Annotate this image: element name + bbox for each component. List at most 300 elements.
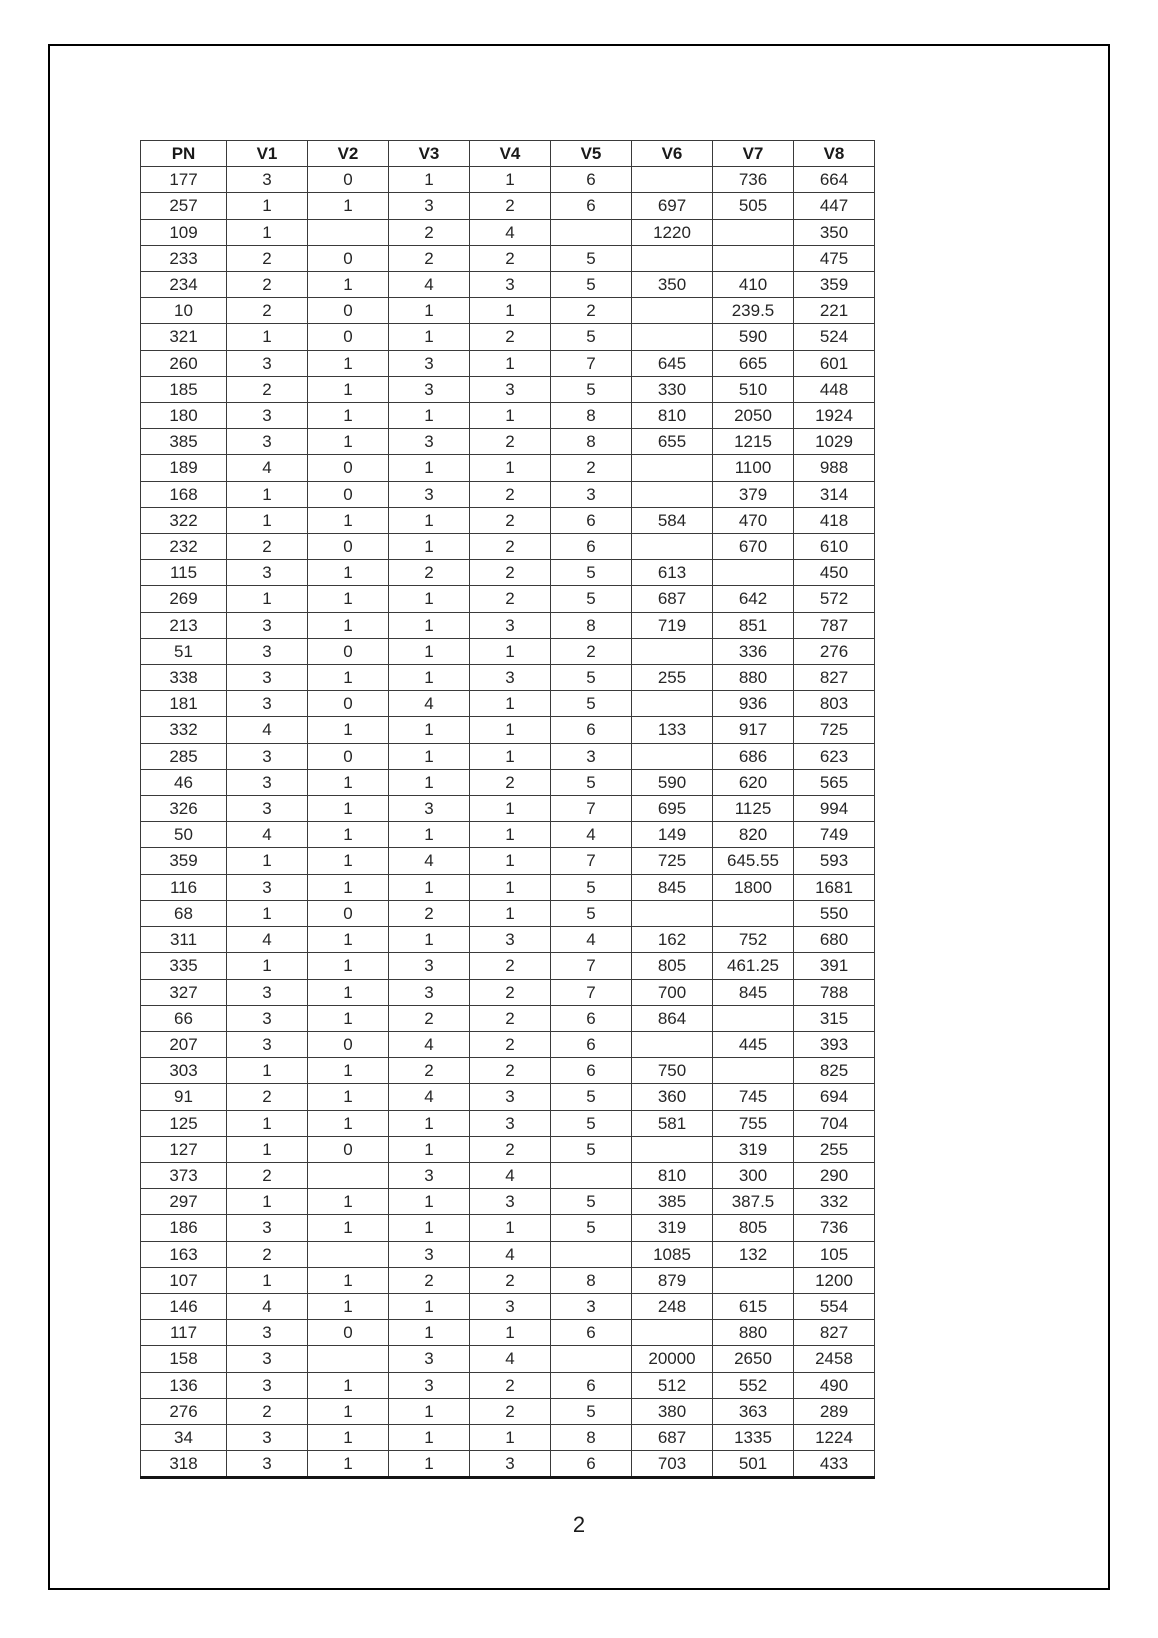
cell-v3: 1 (389, 403, 470, 429)
table-row (141, 848, 875, 874)
cell-v2: 0 (308, 1031, 389, 1057)
cell-pn: 117 (141, 1320, 227, 1346)
table-row (141, 1267, 875, 1293)
cell-v1: 4 (227, 455, 308, 481)
cell-v8: 105 (794, 1241, 875, 1267)
cell-v5: 5 (551, 586, 632, 612)
cell-pn: 109 (141, 219, 227, 245)
cell-v2: 1 (308, 507, 389, 533)
column-header-pn: PN (141, 141, 227, 167)
cell-v6: 380 (632, 1398, 713, 1424)
cell-v7 (713, 245, 794, 271)
cell-v4: 1 (470, 900, 551, 926)
cell-v4: 1 (470, 1215, 551, 1241)
cell-v2 (308, 1162, 389, 1188)
cell-v1: 1 (227, 848, 308, 874)
cell-v7: 336 (713, 638, 794, 664)
cell-v2: 1 (308, 1110, 389, 1136)
cell-v8: 315 (794, 1005, 875, 1031)
table-row (141, 612, 875, 638)
cell-v8: 276 (794, 638, 875, 664)
cell-v4: 2 (470, 1005, 551, 1031)
cell-v1: 2 (227, 272, 308, 298)
table-row (141, 1241, 875, 1267)
cell-v8: 988 (794, 455, 875, 481)
cell-v6 (632, 1136, 713, 1162)
cell-v2: 1 (308, 1005, 389, 1031)
cell-v1: 2 (227, 1084, 308, 1110)
cell-v6: 687 (632, 586, 713, 612)
cell-pn: 269 (141, 586, 227, 612)
cell-v7 (713, 900, 794, 926)
cell-v8: 694 (794, 1084, 875, 1110)
cell-v5: 5 (551, 272, 632, 298)
cell-v3: 2 (389, 219, 470, 245)
table-row (141, 167, 875, 193)
cell-v1: 3 (227, 350, 308, 376)
cell-v1: 1 (227, 586, 308, 612)
cell-v4: 1 (470, 638, 551, 664)
cell-v1: 2 (227, 1398, 308, 1424)
cell-v3: 3 (389, 953, 470, 979)
cell-pn: 180 (141, 403, 227, 429)
cell-v4: 2 (470, 481, 551, 507)
column-header-v8: V8 (794, 141, 875, 167)
page-number: 2 (572, 1512, 586, 1537)
cell-v1: 1 (227, 481, 308, 507)
column-header-v1: V1 (227, 141, 308, 167)
cell-v3: 1 (389, 717, 470, 743)
cell-v7: 410 (713, 272, 794, 298)
cell-v5: 4 (551, 822, 632, 848)
cell-v3: 2 (389, 1005, 470, 1031)
cell-v1: 4 (227, 927, 308, 953)
cell-v8: 1200 (794, 1267, 875, 1293)
cell-v7: 615 (713, 1293, 794, 1319)
cell-v7: 461.25 (713, 953, 794, 979)
cell-v8: 601 (794, 350, 875, 376)
cell-v1: 3 (227, 1215, 308, 1241)
column-header-v6: V6 (632, 141, 713, 167)
cell-v4: 1 (470, 455, 551, 481)
cell-pn: 68 (141, 900, 227, 926)
cell-v5: 5 (551, 874, 632, 900)
cell-v3: 1 (389, 927, 470, 953)
table-row (141, 1136, 875, 1162)
cell-v2: 0 (308, 481, 389, 507)
cell-v7: 445 (713, 1031, 794, 1057)
cell-v5: 5 (551, 245, 632, 271)
cell-v7: 820 (713, 822, 794, 848)
cell-v1: 3 (227, 403, 308, 429)
cell-pn: 234 (141, 272, 227, 298)
table-row (141, 1451, 875, 1478)
cell-v2: 1 (308, 1372, 389, 1398)
table-row (141, 324, 875, 350)
cell-v3: 1 (389, 874, 470, 900)
cell-v5: 2 (551, 455, 632, 481)
cell-v8: 290 (794, 1162, 875, 1188)
cell-v2: 1 (308, 1451, 389, 1478)
cell-v6: 590 (632, 769, 713, 795)
cell-v4: 2 (470, 953, 551, 979)
cell-v5: 5 (551, 900, 632, 926)
cell-v5: 4 (551, 927, 632, 953)
cell-v3: 1 (389, 612, 470, 638)
cell-v3: 3 (389, 429, 470, 455)
cell-pn: 127 (141, 1136, 227, 1162)
table-row (141, 1372, 875, 1398)
cell-v4: 2 (470, 1372, 551, 1398)
cell-v8: 554 (794, 1293, 875, 1319)
cell-v6: 319 (632, 1215, 713, 1241)
cell-v6: 805 (632, 953, 713, 979)
cell-v6: 255 (632, 665, 713, 691)
cell-v7: 2050 (713, 403, 794, 429)
cell-v4: 2 (470, 534, 551, 560)
cell-v2: 1 (308, 350, 389, 376)
table-row (141, 350, 875, 376)
cell-pn: 181 (141, 691, 227, 717)
cell-pn: 285 (141, 743, 227, 769)
cell-v1: 4 (227, 717, 308, 743)
cell-v6: 613 (632, 560, 713, 586)
cell-v6: 687 (632, 1424, 713, 1450)
cell-pn: 177 (141, 167, 227, 193)
cell-v2: 1 (308, 1293, 389, 1319)
cell-v7: 552 (713, 1372, 794, 1398)
table-row (141, 1215, 875, 1241)
cell-v5 (551, 1346, 632, 1372)
cell-v4: 3 (470, 272, 551, 298)
cell-v2: 1 (308, 822, 389, 848)
cell-v8: 359 (794, 272, 875, 298)
table-row (141, 743, 875, 769)
cell-v3: 1 (389, 167, 470, 193)
cell-v2: 1 (308, 193, 389, 219)
cell-v3: 1 (389, 1320, 470, 1346)
cell-v5: 3 (551, 1293, 632, 1319)
cell-v5: 6 (551, 534, 632, 560)
cell-v5: 7 (551, 350, 632, 376)
cell-v3: 3 (389, 1241, 470, 1267)
cell-v5: 5 (551, 1084, 632, 1110)
cell-v4: 3 (470, 376, 551, 402)
cell-v1: 3 (227, 1372, 308, 1398)
cell-v1: 3 (227, 1031, 308, 1057)
cell-pn: 66 (141, 1005, 227, 1031)
cell-v6: 330 (632, 376, 713, 402)
cell-v3: 1 (389, 638, 470, 664)
table-row (141, 927, 875, 953)
cell-v8: 725 (794, 717, 875, 743)
cell-v6: 1220 (632, 219, 713, 245)
cell-v4: 1 (470, 691, 551, 717)
table-row (141, 586, 875, 612)
cell-v7: 319 (713, 1136, 794, 1162)
cell-v1: 3 (227, 167, 308, 193)
cell-v8: 1224 (794, 1424, 875, 1450)
cell-v4: 1 (470, 167, 551, 193)
cell-pn: 51 (141, 638, 227, 664)
cell-v7: 805 (713, 1215, 794, 1241)
cell-v4: 1 (470, 822, 551, 848)
cell-v6: 1085 (632, 1241, 713, 1267)
cell-v4: 1 (470, 796, 551, 822)
cell-v3: 1 (389, 822, 470, 848)
cell-v5: 3 (551, 743, 632, 769)
cell-pn: 257 (141, 193, 227, 219)
cell-v3: 3 (389, 1162, 470, 1188)
cell-v3: 3 (389, 350, 470, 376)
cell-v5: 6 (551, 1031, 632, 1057)
cell-v6: 248 (632, 1293, 713, 1319)
cell-v8: 787 (794, 612, 875, 638)
cell-v3: 4 (389, 848, 470, 874)
cell-v5: 5 (551, 324, 632, 350)
column-header-v5: V5 (551, 141, 632, 167)
cell-v8: 393 (794, 1031, 875, 1057)
cell-pn: 163 (141, 1241, 227, 1267)
table-row (141, 717, 875, 743)
cell-v7: 590 (713, 324, 794, 350)
cell-pn: 233 (141, 245, 227, 271)
cell-v6: 879 (632, 1267, 713, 1293)
cell-v4: 4 (470, 219, 551, 245)
cell-v2: 1 (308, 1215, 389, 1241)
table-row (141, 953, 875, 979)
cell-v7: 1125 (713, 796, 794, 822)
table-row (141, 272, 875, 298)
cell-v2: 1 (308, 1189, 389, 1215)
cell-v8: 704 (794, 1110, 875, 1136)
cell-v4: 2 (470, 1031, 551, 1057)
cell-v1: 1 (227, 324, 308, 350)
cell-v6: 350 (632, 272, 713, 298)
cell-pn: 232 (141, 534, 227, 560)
cell-pn: 338 (141, 665, 227, 691)
cell-v4: 2 (470, 1267, 551, 1293)
cell-v3: 1 (389, 1424, 470, 1450)
cell-v1: 3 (227, 1005, 308, 1031)
cell-v8: 475 (794, 245, 875, 271)
cell-v4: 3 (470, 1293, 551, 1319)
table-row (141, 1110, 875, 1136)
cell-pn: 146 (141, 1293, 227, 1319)
cell-v7: 1800 (713, 874, 794, 900)
cell-pn: 115 (141, 560, 227, 586)
cell-v2: 1 (308, 1084, 389, 1110)
cell-v5: 6 (551, 1005, 632, 1031)
cell-v1: 2 (227, 298, 308, 324)
cell-v7: 745 (713, 1084, 794, 1110)
cell-v6 (632, 167, 713, 193)
cell-v3: 3 (389, 796, 470, 822)
cell-v8: 610 (794, 534, 875, 560)
cell-v5: 5 (551, 560, 632, 586)
cell-v4: 3 (470, 1451, 551, 1478)
header-row (141, 141, 875, 167)
cell-v1: 3 (227, 638, 308, 664)
cell-v4: 2 (470, 769, 551, 795)
cell-v5: 6 (551, 167, 632, 193)
cell-v7: 510 (713, 376, 794, 402)
cell-v7 (713, 560, 794, 586)
cell-v1: 3 (227, 429, 308, 455)
table-row (141, 507, 875, 533)
cell-v5: 7 (551, 796, 632, 822)
cell-v3: 4 (389, 691, 470, 717)
cell-v3: 1 (389, 455, 470, 481)
cell-v4: 2 (470, 324, 551, 350)
table-row (141, 769, 875, 795)
cell-v2: 1 (308, 717, 389, 743)
table-row (141, 874, 875, 900)
cell-v3: 1 (389, 665, 470, 691)
cell-v1: 1 (227, 193, 308, 219)
cell-v1: 2 (227, 534, 308, 560)
cell-pn: 158 (141, 1346, 227, 1372)
cell-v6: 703 (632, 1451, 713, 1478)
cell-pn: 213 (141, 612, 227, 638)
cell-pn: 326 (141, 796, 227, 822)
cell-v3: 1 (389, 1293, 470, 1319)
cell-v2: 1 (308, 429, 389, 455)
cell-v4: 1 (470, 717, 551, 743)
cell-v2 (308, 219, 389, 245)
table-row (141, 1346, 875, 1372)
cell-v2: 1 (308, 848, 389, 874)
cell-v6 (632, 900, 713, 926)
table-row (141, 534, 875, 560)
cell-v6: 845 (632, 874, 713, 900)
cell-v7: 936 (713, 691, 794, 717)
cell-v7: 665 (713, 350, 794, 376)
table-row (141, 193, 875, 219)
cell-v4: 1 (470, 350, 551, 376)
cell-v2: 1 (308, 376, 389, 402)
cell-v1: 3 (227, 1451, 308, 1478)
cell-v5 (551, 1241, 632, 1267)
cell-pn: 321 (141, 324, 227, 350)
cell-v2: 0 (308, 1320, 389, 1346)
table-row (141, 1084, 875, 1110)
cell-v1: 2 (227, 1162, 308, 1188)
cell-v6: 360 (632, 1084, 713, 1110)
cell-v8: 994 (794, 796, 875, 822)
data-table (140, 140, 875, 1479)
table-row (141, 1293, 875, 1319)
cell-v5 (551, 1162, 632, 1188)
cell-v6: 512 (632, 1372, 713, 1398)
cell-v3: 1 (389, 586, 470, 612)
cell-v7: 363 (713, 1398, 794, 1424)
cell-v4: 3 (470, 927, 551, 953)
cell-v8: 565 (794, 769, 875, 795)
cell-v6: 581 (632, 1110, 713, 1136)
cell-v1: 1 (227, 1267, 308, 1293)
table-row (141, 638, 875, 664)
cell-v3: 4 (389, 272, 470, 298)
cell-v1: 3 (227, 796, 308, 822)
cell-v5: 5 (551, 1215, 632, 1241)
cell-v7 (713, 219, 794, 245)
cell-v2: 0 (308, 534, 389, 560)
cell-v1: 3 (227, 560, 308, 586)
cell-v6: 864 (632, 1005, 713, 1031)
cell-v7: 917 (713, 717, 794, 743)
cell-pn: 385 (141, 429, 227, 455)
cell-v6 (632, 1320, 713, 1346)
cell-v7: 1335 (713, 1424, 794, 1450)
cell-v2: 1 (308, 769, 389, 795)
cell-v2: 1 (308, 665, 389, 691)
cell-pn: 185 (141, 376, 227, 402)
cell-pn: 359 (141, 848, 227, 874)
table-row (141, 665, 875, 691)
cell-v4: 2 (470, 560, 551, 586)
cell-v1: 1 (227, 507, 308, 533)
cell-v2 (308, 1346, 389, 1372)
cell-v4: 2 (470, 1058, 551, 1084)
cell-v8: 593 (794, 848, 875, 874)
cell-v2: 1 (308, 796, 389, 822)
cell-v6: 725 (632, 848, 713, 874)
cell-v3: 1 (389, 1398, 470, 1424)
cell-v8: 827 (794, 665, 875, 691)
cell-v8: 350 (794, 219, 875, 245)
cell-v7: 851 (713, 612, 794, 638)
cell-v8: 314 (794, 481, 875, 507)
cell-pn: 168 (141, 481, 227, 507)
cell-v8: 1681 (794, 874, 875, 900)
cell-v7: 880 (713, 1320, 794, 1346)
cell-v6: 719 (632, 612, 713, 638)
cell-v5: 5 (551, 1398, 632, 1424)
cell-v3: 4 (389, 1084, 470, 1110)
cell-v6 (632, 245, 713, 271)
cell-v2: 0 (308, 298, 389, 324)
cell-v7: 300 (713, 1162, 794, 1188)
cell-v5: 6 (551, 717, 632, 743)
cell-pn: 116 (141, 874, 227, 900)
cell-v6: 584 (632, 507, 713, 533)
cell-v1: 4 (227, 822, 308, 848)
cell-v1: 3 (227, 612, 308, 638)
cell-v8: 391 (794, 953, 875, 979)
cell-v7: 505 (713, 193, 794, 219)
cell-v4: 2 (470, 245, 551, 271)
cell-v3: 1 (389, 1110, 470, 1136)
cell-v7: 645.55 (713, 848, 794, 874)
cell-v7: 670 (713, 534, 794, 560)
table-row (141, 481, 875, 507)
cell-v5 (551, 219, 632, 245)
cell-v6: 645 (632, 350, 713, 376)
cell-pn: 311 (141, 927, 227, 953)
cell-v8: 447 (794, 193, 875, 219)
cell-v3: 3 (389, 193, 470, 219)
cell-v2: 0 (308, 455, 389, 481)
cell-v7 (713, 1058, 794, 1084)
cell-pn: 125 (141, 1110, 227, 1136)
table-row (141, 429, 875, 455)
cell-v7: 1215 (713, 429, 794, 455)
cell-v7: 387.5 (713, 1189, 794, 1215)
table-row (141, 1162, 875, 1188)
cell-v5: 6 (551, 1320, 632, 1346)
cell-v5: 7 (551, 848, 632, 874)
